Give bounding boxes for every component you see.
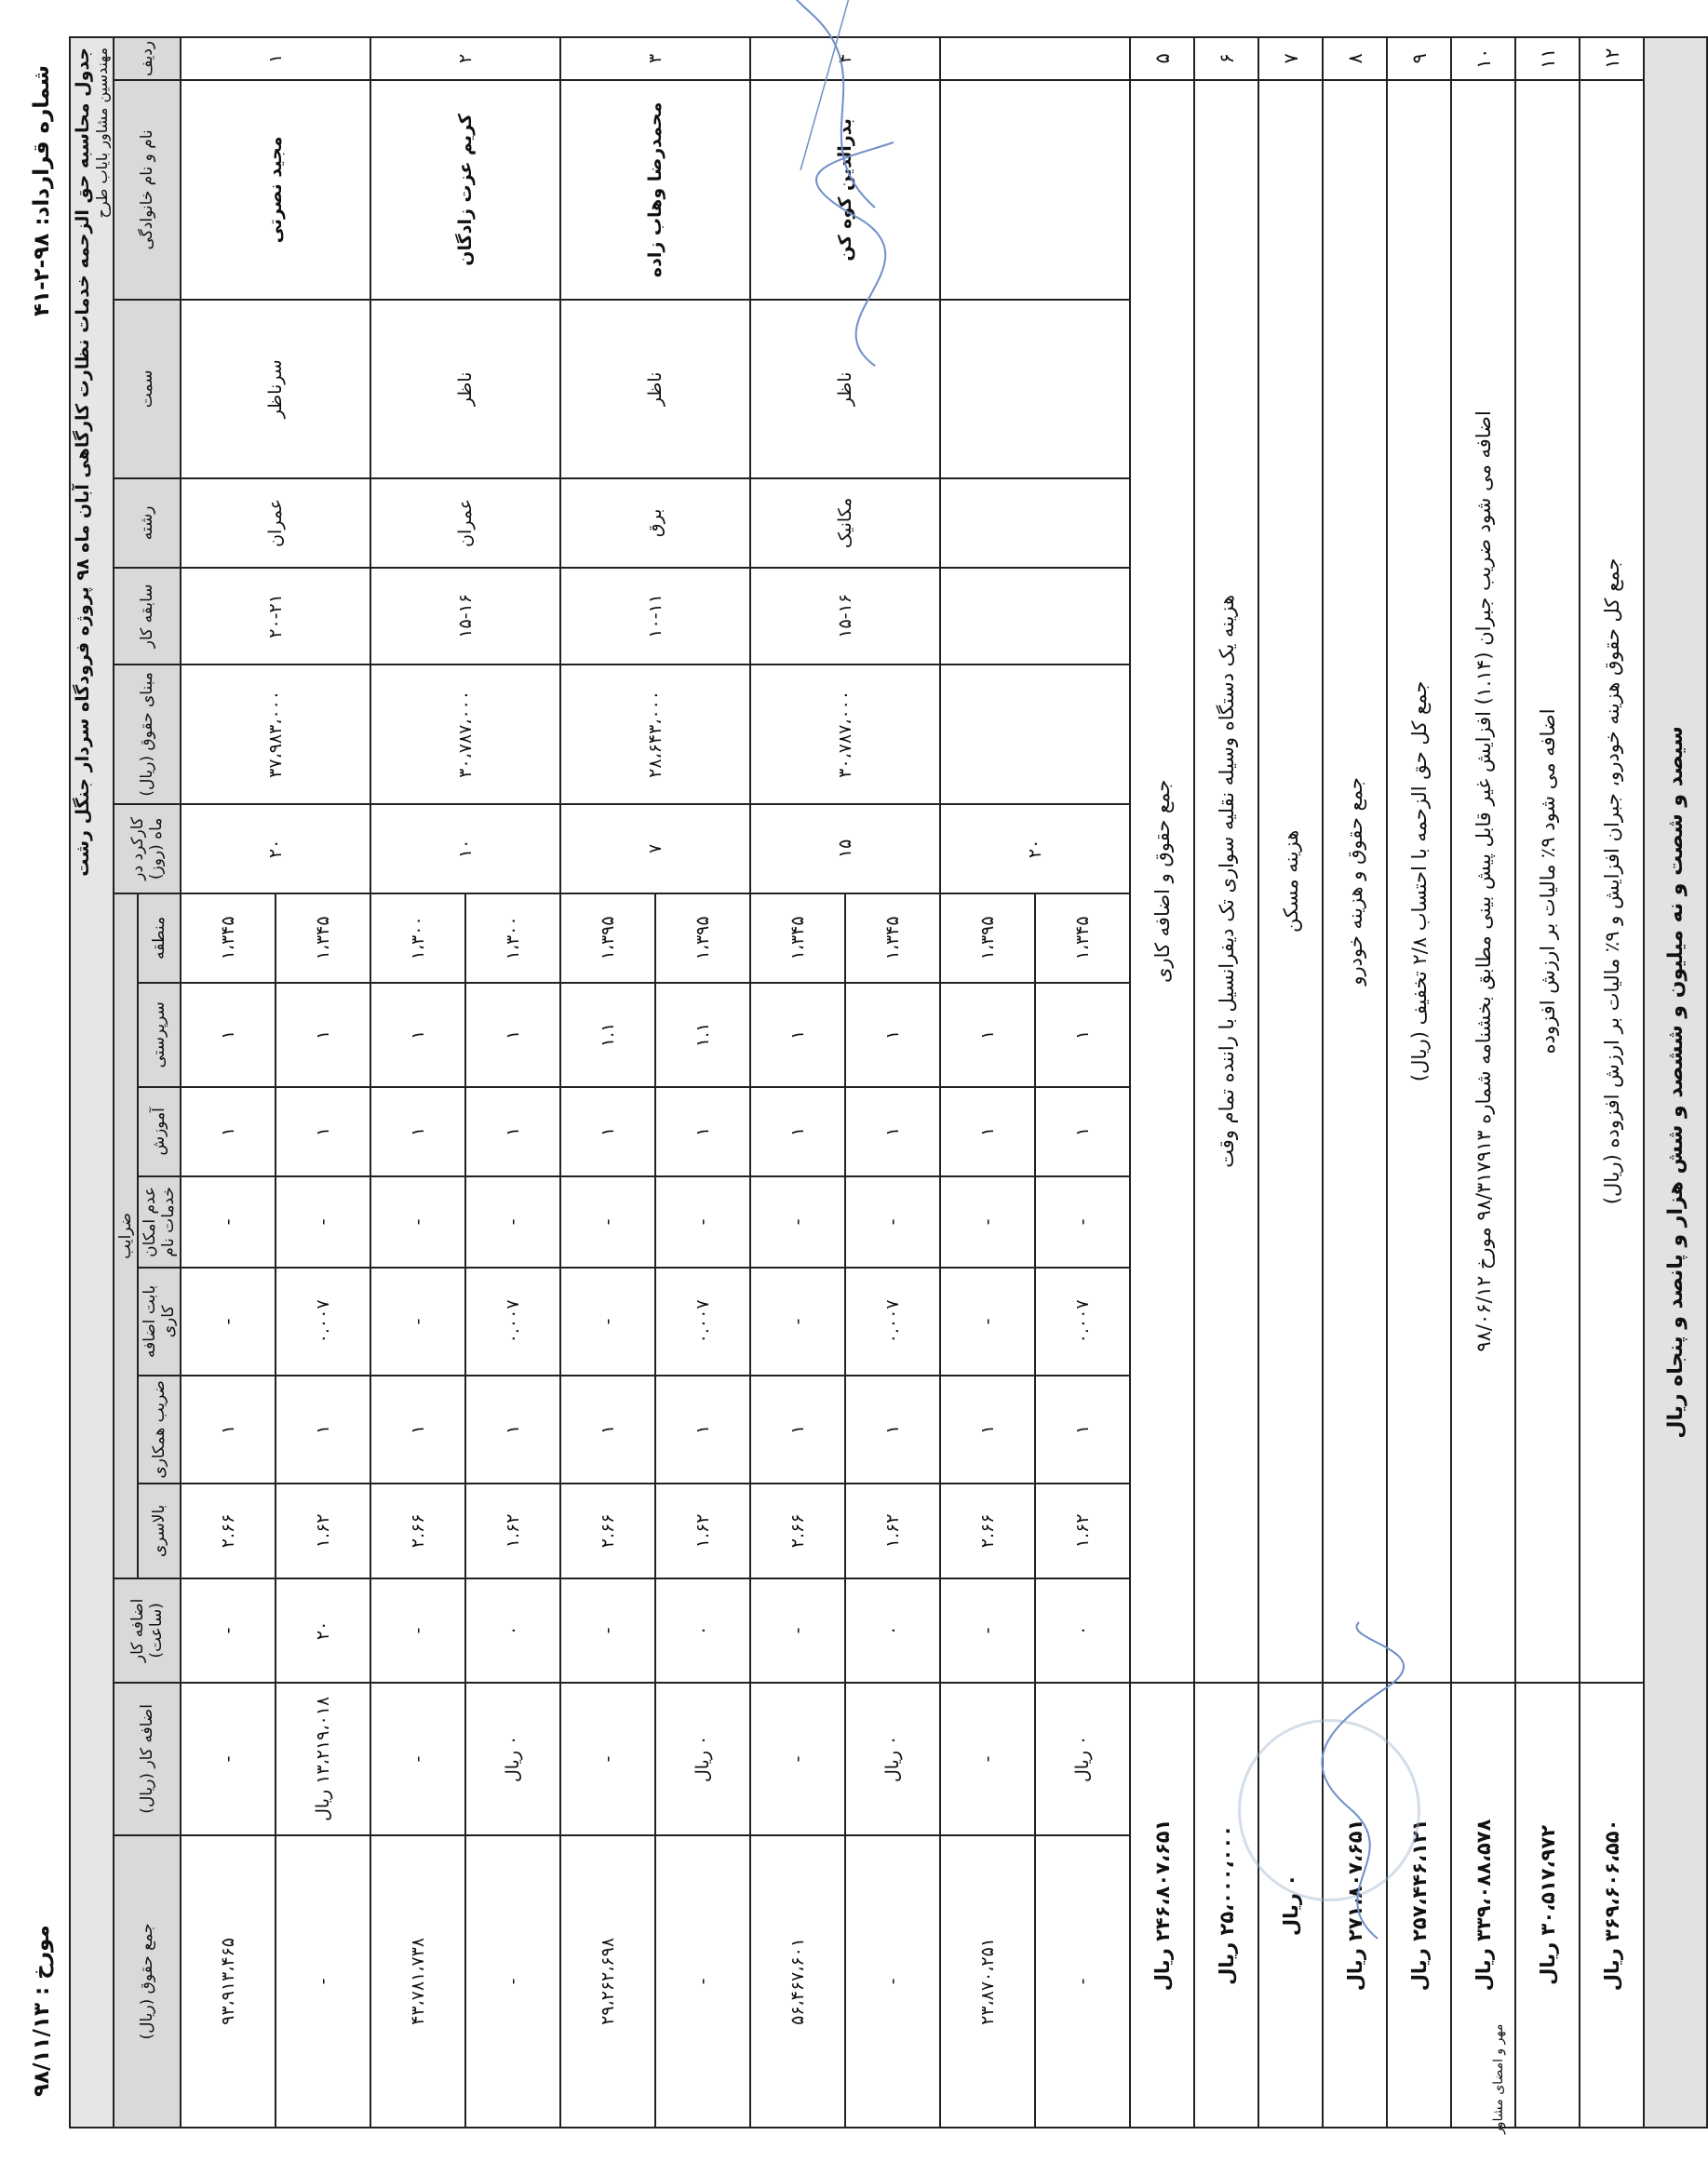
cell-hamkari: ۱	[276, 1376, 370, 1484]
cell-khadamat: -	[655, 1176, 750, 1268]
header-row	[114, 37, 138, 2128]
summary-label: جمع حقوق و هزینه خودرو	[1323, 80, 1387, 1683]
cell-ezafekar-rial: ۱۳،۲۱۹،۰۱۸ ریال	[276, 1683, 370, 1835]
table-row	[750, 37, 845, 2128]
table-row	[370, 37, 465, 2128]
summary-radif: ۸	[1323, 37, 1387, 80]
cell-mantaghe: ۱،۳۴۵	[750, 893, 845, 983]
summary-value: ۲۵،۰۰۰،۰۰۰ ریال	[1194, 1683, 1258, 2128]
cell-balasari: ۲.۶۶	[940, 1484, 1035, 1578]
cell-hamkari: ۱	[655, 1376, 750, 1484]
summary-label: هزینه یک دستگاه وسیله نقلیه سواری تک دیفرانسیل با راننده تمام وقت	[1194, 80, 1258, 1683]
cell-mabna: ۲۸،۶۴۳،۰۰۰	[560, 665, 750, 804]
contract-number: شماره قرارداد: ۹۸-۲-۴۱	[30, 65, 54, 316]
summary-row	[1451, 37, 1515, 2128]
cell-ezafekar-saat: ۰	[465, 1578, 560, 1683]
summary-radif: ۶	[1194, 37, 1258, 80]
cell-mabna: ۳۰،۷۸۷،۰۰۰	[370, 665, 560, 804]
cell-sarparasti: ۱	[465, 983, 560, 1087]
col-hamkari: ضریب همکاری	[138, 1376, 181, 1484]
cell-hamkari: ۱	[1035, 1376, 1130, 1484]
cell-balasari: ۲.۶۶	[181, 1484, 276, 1578]
col-jam: جمع حقوق (ریال)	[114, 1835, 181, 2128]
cell-jam: -	[465, 1835, 560, 2128]
cell-reshte: مکانیک	[750, 478, 940, 568]
stamp-mark	[1238, 1719, 1420, 1901]
cell-ezafekar-saat: -	[750, 1578, 845, 1683]
summary-value: ۲۵۷،۴۴۶،۱۲۱ ریال	[1387, 1683, 1451, 2128]
cell-khadamat: -	[465, 1176, 560, 1268]
cell-khadamat: -	[370, 1176, 465, 1268]
cell-name: کریم عزت زادگان	[370, 80, 560, 300]
cell-ezafekar-zarib: ۰.۰۰۷	[655, 1268, 750, 1376]
summary-row	[1515, 37, 1580, 2128]
cell-mantaghe: ۱،۳۹۵	[940, 893, 1035, 983]
cell-paye: ۱۵-۱۶	[750, 568, 940, 665]
summary-label: اضافه می شود ۹٪ مالیات بر ارزش افزوده	[1515, 80, 1580, 1683]
cell-hamkari: ۱	[845, 1376, 940, 1484]
cell-name: مجید نصرتی	[181, 80, 370, 300]
cell-balasari: ۱.۶۲	[276, 1484, 370, 1578]
cell-ezafekar-rial: -	[750, 1683, 845, 1835]
cell-jam: ۲۹،۲۶۲،۶۹۸	[560, 1835, 655, 2128]
cell-ezafekar-saat: -	[940, 1578, 1035, 1683]
cell-jam: ۴۳،۷۸۱،۷۳۸	[370, 1835, 465, 2128]
summary-label: جمع حقوق و اضافه کاری	[1130, 80, 1194, 1683]
cell-amozesh: ۱	[655, 1087, 750, 1176]
cell-mantaghe: ۱،۳۹۵	[560, 893, 655, 983]
cell-mantaghe: ۱،۳۰۰	[370, 893, 465, 983]
cell-karkard: ۲۰	[940, 804, 1130, 893]
cell-jam: -	[1035, 1835, 1130, 2128]
summary-value: ۳۰،۵۱۷،۹۷۲ ریال	[1515, 1683, 1580, 2128]
cell-ezafekar-rial: -	[181, 1683, 276, 1835]
cell-khadamat: -	[560, 1176, 655, 1268]
cell-khadamat: -	[750, 1176, 845, 1268]
col-amozesh: آموزش	[138, 1087, 181, 1176]
cell-semat	[940, 300, 1130, 478]
table-row	[181, 37, 276, 2128]
summary-row	[1580, 37, 1644, 2128]
cell-ezafekar-zarib: -	[181, 1268, 276, 1376]
table-row	[940, 37, 1035, 2128]
cell-ezafekar-rial: -	[560, 1683, 655, 1835]
cell-radif	[940, 37, 1130, 80]
col-reshte: رشته	[114, 478, 181, 568]
cell-balasari: ۲.۶۶	[560, 1484, 655, 1578]
cell-mabna: ۳۰،۷۸۷،۰۰۰	[750, 665, 940, 804]
cell-sarparasti: ۱	[845, 983, 940, 1087]
summary-radif: ۹	[1387, 37, 1451, 80]
cell-ezafekar-rial: ۰ ریال	[845, 1683, 940, 1835]
cell-ezafekar-zarib: ۰.۰۰۷	[845, 1268, 940, 1376]
document-header	[24, 65, 61, 2097]
cell-ezafekar-zarib: ۰.۰۰۷	[465, 1268, 560, 1376]
cell-ezafekar-zarib: -	[940, 1268, 1035, 1376]
cell-ezafekar-rial: -	[940, 1683, 1035, 1835]
cell-ezafekar-zarib: ۰.۰۰۷	[1035, 1268, 1130, 1376]
cell-sarparasti: ۱.۱	[655, 983, 750, 1087]
cell-amozesh: ۱	[276, 1087, 370, 1176]
cell-semat: ناظر	[560, 300, 750, 478]
col-ezafekar-rial: اضافه کار (ریال)	[114, 1683, 181, 1835]
cell-mabna: ۳۷،۹۸۳،۰۰۰	[181, 665, 370, 804]
cell-amozesh: ۱	[845, 1087, 940, 1176]
col-khadamat: عدم امکان خدمات نام	[138, 1176, 181, 1268]
summary-radif: ۱۲	[1580, 37, 1644, 80]
cell-amozesh: ۱	[370, 1087, 465, 1176]
summary-radif: ۱۰	[1451, 37, 1515, 80]
cell-paye: ۲۰-۲۱	[181, 568, 370, 665]
cell-reshte	[940, 478, 1130, 568]
summary-value: ۲۴۶،۸۰۷،۶۵۱ ریال	[1130, 1683, 1194, 2128]
col-paye: سابقه کار	[114, 568, 181, 665]
cell-ezafekar-saat: -	[560, 1578, 655, 1683]
cell-jam: ۵۶،۴۶۷،۶۰۱	[750, 1835, 845, 2128]
col-zarayeb: ضرایب	[114, 893, 138, 1578]
col-mantaghe: منطقه	[138, 893, 181, 983]
summary-radif: ۱۱	[1515, 37, 1580, 80]
cell-amozesh: ۱	[560, 1087, 655, 1176]
cell-paye	[940, 568, 1130, 665]
cell-reshte: برق	[560, 478, 750, 568]
cell-ezafekar-saat: ۲۰	[276, 1578, 370, 1683]
document-date: مورخ : ۹۸/۱۱/۱۳	[30, 1925, 54, 2097]
summary-value: ۲۷۱،۸۰۷،۶۵۱ ریال	[1323, 1683, 1387, 2128]
cell-paye: ۱۰-۱۱	[560, 568, 750, 665]
cell-khadamat: -	[181, 1176, 276, 1268]
cell-karkard: ۱۵	[750, 804, 940, 893]
cell-ezafekar-zarib: ۰.۰۰۷	[276, 1268, 370, 1376]
cell-mantaghe: ۱،۳۰۰	[465, 893, 560, 983]
cell-semat: ناظر	[750, 300, 940, 478]
summary-label: هزینه مسکن	[1258, 80, 1323, 1683]
col-balasari: بالاسری	[138, 1484, 181, 1578]
cell-hamkari: ۱	[940, 1376, 1035, 1484]
summary-label: جمع کل حقوق هزینه خودرو، جبران افزایش و ۹٪ مالیات بر ارزش افزوده (ریال)	[1580, 80, 1644, 1683]
cell-sarparasti: ۱	[940, 983, 1035, 1087]
cell-amozesh: ۱	[750, 1087, 845, 1176]
table-row	[560, 37, 655, 2128]
cell-semat: سرناظر	[181, 300, 370, 478]
cell-sarparasti: ۱	[370, 983, 465, 1087]
cell-ezafekar-saat: ۰	[655, 1578, 750, 1683]
cell-mantaghe: ۱،۳۴۵	[276, 893, 370, 983]
cell-ezafekar-saat: -	[181, 1578, 276, 1683]
cell-radif: ۴	[750, 37, 940, 80]
cell-ezafekar-saat: ۰	[845, 1578, 940, 1683]
cell-karkard: ۱۰	[370, 804, 560, 893]
cell-sarparasti: ۱	[276, 983, 370, 1087]
cell-reshte: عمران	[181, 478, 370, 568]
cell-paye: ۱۵-۱۶	[370, 568, 560, 665]
cell-radif: ۲	[370, 37, 560, 80]
summary-value: ۰ ریال	[1258, 1683, 1323, 2128]
cell-name	[940, 80, 1130, 300]
cell-karkard: ۷	[560, 804, 750, 893]
cell-khadamat: -	[940, 1176, 1035, 1268]
cell-name: بدرالدین کوه کن	[750, 80, 940, 300]
cell-sarparasti: ۱	[750, 983, 845, 1087]
cell-hamkari: ۱	[181, 1376, 276, 1484]
final-amount-text: سیصد و شصت و نه میلیون و ششصد و شش هزار و پانصد و پنجاه ریال	[1644, 37, 1707, 2128]
cell-mantaghe: ۱،۳۴۵	[181, 893, 276, 983]
col-name: نام و نام خانوادگی	[114, 80, 181, 300]
col-karkard: کارکرد در ماه (روز)	[114, 804, 181, 893]
table-title: جدول محاسبه حق الزحمه خدمات نظارت کارگاهی آبان ماه ۹۸ پروژه فرودگاه سردار جنگل رشت	[73, 47, 93, 877]
cell-jam: -	[655, 1835, 750, 2128]
cell-name: محمدرضا وهاب زاده	[560, 80, 750, 300]
cell-ezafekar-saat: -	[370, 1578, 465, 1683]
summary-label: اضافه می شود ضریب جبران (۱.۱۴) افزایش غیر قابل پیش بینی مطابق بخشنامه شماره ۹۸/۳۱۷۹۱۳ مورخ ۹۸/۰۶/۱۲	[1451, 80, 1515, 1683]
cell-ezafekar-zarib: -	[560, 1268, 655, 1376]
cell-amozesh: ۱	[940, 1087, 1035, 1176]
cell-sarparasti: ۱	[1035, 983, 1130, 1087]
cell-balasari: ۱.۶۲	[655, 1484, 750, 1578]
col-semat: سمت	[114, 300, 181, 478]
cell-ezafekar-rial: ۰ ریال	[1035, 1683, 1130, 1835]
cell-sarparasti: ۱	[181, 983, 276, 1087]
col-radif: ردیف	[114, 37, 181, 80]
table-caption	[70, 37, 114, 2128]
summary-row	[1130, 37, 1194, 2128]
cell-amozesh: ۱	[465, 1087, 560, 1176]
payroll-table	[69, 36, 1708, 2128]
cell-khadamat: -	[276, 1176, 370, 1268]
cell-khadamat: -	[1035, 1176, 1130, 1268]
col-ezafekar-zarib: بابت اضافه کاری	[138, 1268, 181, 1376]
cell-balasari: ۱.۶۲	[465, 1484, 560, 1578]
consultant-name: مهندسین مشاور بایاب طرح	[93, 47, 111, 219]
cell-reshte: عمران	[370, 478, 560, 568]
summary-radif: ۵	[1130, 37, 1194, 80]
cell-amozesh: ۱	[1035, 1087, 1130, 1176]
cell-karkard: ۲۰	[181, 804, 370, 893]
cell-semat: ناظر	[370, 300, 560, 478]
cell-amozesh: ۱	[181, 1087, 276, 1176]
col-ezafekar-saat: اضافه کار (ساعت)	[114, 1578, 181, 1683]
cell-radif: ۱	[181, 37, 370, 80]
cell-ezafekar-zarib: -	[750, 1268, 845, 1376]
cell-jam: -	[276, 1835, 370, 2128]
cell-sarparasti: ۱.۱	[560, 983, 655, 1087]
cell-jam: -	[845, 1835, 940, 2128]
cell-jam: ۹۳،۹۱۳،۴۶۵	[181, 1835, 276, 2128]
cell-balasari: ۱.۶۲	[845, 1484, 940, 1578]
cell-mabna	[940, 665, 1130, 804]
cell-ezafekar-rial: ۰ ریال	[465, 1683, 560, 1835]
summary-label: جمع کل حق الزحمه با احتساب ۲/۸ تخفیف (ریال)	[1387, 80, 1451, 1683]
cell-hamkari: ۱	[465, 1376, 560, 1484]
summary-value: ۳۳۹،۰۸۸،۵۷۸ ریال	[1451, 1683, 1515, 2128]
final-amount-row	[1644, 37, 1707, 2128]
cell-hamkari: ۱	[370, 1376, 465, 1484]
cell-jam: ۲۳،۸۷۰،۲۵۱	[940, 1835, 1035, 2128]
cell-mantaghe: ۱،۳۴۵	[1035, 893, 1130, 983]
cell-khadamat: -	[845, 1176, 940, 1268]
cell-mantaghe: ۱،۳۴۵	[845, 893, 940, 983]
cell-hamkari: ۱	[750, 1376, 845, 1484]
cell-balasari: ۲.۶۶	[370, 1484, 465, 1578]
summary-value: ۳۶۹،۶۰۶،۵۵۰ ریال	[1580, 1683, 1644, 2128]
cell-ezafekar-zarib: -	[370, 1268, 465, 1376]
col-sarparasti: سرپرستی	[138, 983, 181, 1087]
cell-ezafekar-rial: ۰ ریال	[655, 1683, 750, 1835]
cell-hamkari: ۱	[560, 1376, 655, 1484]
cell-balasari: ۲.۶۶	[750, 1484, 845, 1578]
summary-radif: ۷	[1258, 37, 1323, 80]
col-mabna: مبنای حقوق (ریال)	[114, 665, 181, 804]
cell-ezafekar-rial: -	[370, 1683, 465, 1835]
cell-radif: ۳	[560, 37, 750, 80]
cell-balasari: ۱.۶۲	[1035, 1484, 1130, 1578]
footer-note: مهر و امضای مشاور	[1491, 2023, 1506, 2134]
cell-mantaghe: ۱،۳۹۵	[655, 893, 750, 983]
cell-ezafekar-saat: ۰	[1035, 1578, 1130, 1683]
